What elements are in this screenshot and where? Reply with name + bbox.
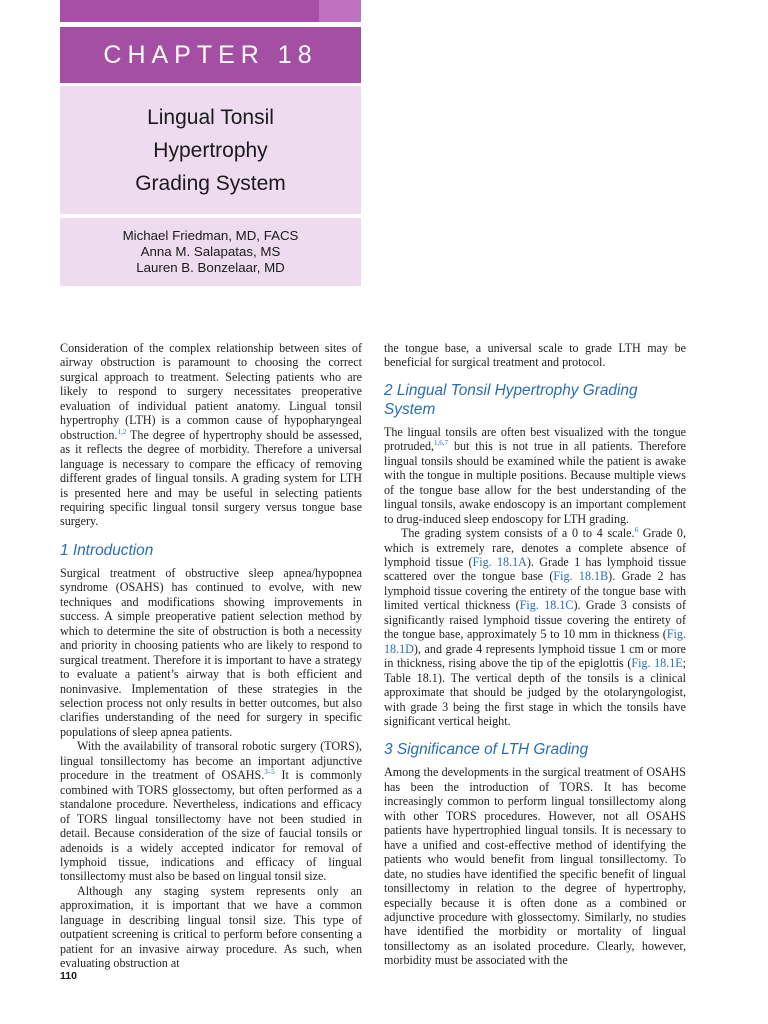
intro-paragraph [60,341,362,529]
intro-text: Consideration of the complex relationship between sites of airway obstruction is paramount to choosing the correct surgical approach to treatment. Selecting patients who are likely to respond to surgery necessitates preoperative evaluation of individual patient anatomy. Lingual tonsil hypertrophy (LTH) is a common cause of hypopharyngeal obstruction. [60,341,362,442]
citation[interactable]: 1,6,7 [434,439,449,448]
section-heading: 3 Significance of LTH Grading [384,741,589,759]
citation[interactable]: 1,2 [117,427,127,436]
intro-text: The degree of hypertrophy should be assessed, as it reflects the degree of morbidity. Therefore a universal language is necessary to compare the efficacy of removing different grades of lingual tonsils. A grading system for LTH is presented here and may be useful in selecting patients requiring specific lingual tonsil surgery versus tongue base surgery. [60,427,362,529]
body-paragraph [384,425,686,526]
body-text: With the availability of transoral robotic surgery (TORS), lingual tonsillectomy has become an important adjunctive procedure in the treatment of OSAHS. [60,739,362,783]
body-paragraph [384,526,686,728]
figure-link[interactable]: Fig. 18.1A [472,554,527,569]
chapter-label-band [60,27,361,83]
right-column [384,341,686,968]
body-text: The grading system consists of a 0 to 4 scale. [401,526,635,541]
body-text: but this is not true in all patients. Therefore lingual tonsils should be examined while the patient is awake with the tongue in multiple positions. Because multiple views of the tongue base allow for the best understanding of the lingual tonsils, awake endoscopy is an important complement to drug-induced sleep endoscopy for LTH grading. [384,439,686,526]
body-text: ). Grade 2 has lymphoid tissue covering the entirety of the tongue base with limited vertical thickness ( [384,569,686,613]
body-text: ). Grade 1 has lymphoid tissue scattered over the tongue base ( [384,554,687,584]
citation[interactable]: 3–5 [264,768,275,777]
body-text: Grade 0, which is extremely rare, denotes a complete absence of lymphoid tissue ( [384,526,686,569]
chapter-title-line: Hypertrophy [153,138,268,162]
figure-link[interactable]: Fig. 18.1B [553,569,609,584]
body-text: ; Table 18.1). The vertical depth of the tonsils is a clinical approximate that should be judged by the otolaryngologist, with grade 3 being the first stage in which the tonsils have significant vertical height. [384,656,687,728]
page-number: 110 [60,970,77,982]
author: Michael Friedman, MD, FACS [122,228,299,243]
left-column [60,341,362,971]
section-heading: 2 Lingual Tonsil Hypertrophy Grading System [384,381,638,418]
body-paragraph [60,739,362,884]
figure-link[interactable]: Fig. 18.1D [384,627,686,656]
section-heading: 1 Introduction [60,541,154,559]
body-text: The lingual tonsils are often best visualized with the tongue protruded, [384,424,686,454]
figure-link[interactable]: Fig. 18.1E [631,656,683,671]
authors-block [60,218,361,286]
author: Lauren B. Bonzelaar, MD [136,260,285,275]
body-text: ). Grade 3 consists of significantly raised lymphoid tissue covering the entirety of the tongue base, approximately 5 to 10 mm in thickness ( [384,598,686,642]
chapter-title-line: Lingual Tonsil [147,105,274,129]
body-text: It is commonly combined with TORS glossectomy, but often performed as a standalone procedure. Nevertheless, indications and efficacy of TORS lingual tonsillectomy have not been studied in detail. Because consideration of the size of faucial tonsils or adenoids is a widely accepted indicator for removal of lymphoid tissue, indications and efficacy of lingual tonsillectomy must also be based on lingual tonsil size. [60,768,362,884]
body-text: ), and grade 4 represents lymphoid tissue 1 cm or more in thickness, rising above the tip of the epiglottis ( [384,641,686,671]
chapter-title-line: Grading System [135,171,286,195]
body-paragraph: the tongue base, a universal scale to grade LTH may be beneficial for surgical treatment and protocol. [384,341,686,370]
figure-link[interactable]: Fig. 18.1C [519,598,574,613]
chapter-label: CHAPTER 18 [103,40,318,69]
chapter-title-block [60,86,361,214]
chapter-top-band [60,0,361,22]
body-paragraph: Among the developments in the surgical treatment of OSAHS has been the introduction of TORS. It has become increasingly common to perform lingual tonsillectomy along with other TORS procedures. However, not all OSAHS patients have hypertrophied lingual tonsils. It is necessary to have a unified and cost-effective method of identifying the patients who would benefit from lingual tonsillectomy. To date, no studies have identified the specific benefit of lingual tonsillectomy in relation to the degree of hypertrophy, especially because it is often done as a combined or adjunctive procedure with glossectomy. Similarly, no studies have identified the morbidity or mortality of lingual tonsillectomy as an isolated procedure. Clearly, however, morbidity must be associated with the [384,765,686,968]
author: Anna M. Salapatas, MS [140,244,281,259]
citation[interactable]: 6 [634,526,639,535]
band-strip [319,0,361,22]
body-paragraph: Although any staging system represents only an approximation, it is important that we have a common language in describing lingual tonsil size. This type of outpatient screening is critical to perform before consenting a patient for an invasive airway procedure. As such, when evaluating obstruction at [60,883,362,971]
body-paragraph: Surgical treatment of obstructive sleep apnea/hypopnea syndrome (OSAHS) has continued to evolve, with new techniques and modifications showing improvements in success. A simple preoperative patient selection method by which to determine the site of obstruction is both a necessity and priority in choosing patients who are likely to respond to surgical treatment. Therefore it is important to have a strategy to evaluate a patient’s airway that is both efficient and noninvasive. Implementation of these strategies in the selection process not only results in better outcomes, but also clarifies understanding of the need for surgery in specific populations of sleep apnea patients. [60,565,362,739]
